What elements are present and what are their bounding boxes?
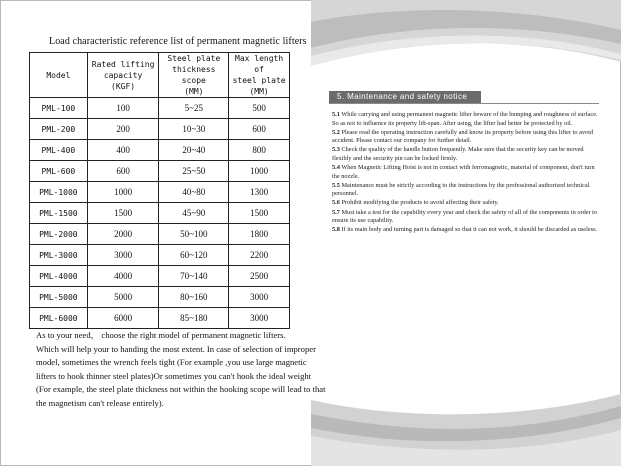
table-row	[30, 245, 290, 266]
model-cell: PML-600	[30, 161, 88, 182]
note-line: model, sometimes the wrench feels tight (For example ,you use large magnetic	[36, 357, 307, 367]
capacity-cell: 600	[87, 161, 159, 182]
model-cell: PML-1000	[30, 182, 88, 203]
item-text: Maintenance must be strictly according to the instructions by the professional authorized technical personnel.	[332, 181, 590, 198]
note-line: the magnetism can't release entirely).	[36, 397, 164, 408]
bottom-swoosh-decoration	[311, 376, 621, 466]
thickness-cell: 20~40	[159, 140, 229, 161]
note-line: (For example, the steel plate thickness not within the hooking scope will lead to that	[36, 384, 326, 394]
item-text: Must take a test for the capability every year and check the safety of all of the components in order to ensure its use capability.	[332, 208, 598, 225]
item-text: If its main body and turning part is damaged so that it can not work, it should be discarded as useless.	[341, 226, 598, 234]
header-line: thickness scope	[172, 65, 216, 85]
item-text: Prohibit modifying the products to avoid affecting their safety.	[341, 199, 499, 207]
header-line: (MM)	[249, 87, 269, 96]
item-text: Check the quality of the handle button frequently. Make sure that the security key can be moved flexibly and the security pin can be locked firmly.	[332, 146, 584, 162]
load-table	[29, 52, 290, 329]
table-title: Load characteristic reference list of permanent magnetic lifters	[49, 36, 307, 47]
capacity-cell: 2000	[87, 224, 159, 245]
model-cell: PML-6000	[30, 308, 88, 329]
thickness-cell: 45~90	[159, 203, 229, 224]
table-row	[30, 308, 290, 329]
table-row	[30, 266, 290, 287]
maintenance-item	[332, 146, 602, 163]
item-number: 5.2	[332, 128, 340, 136]
max-length-cell: 2200	[229, 245, 290, 266]
maintenance-item	[332, 164, 602, 181]
max-length-cell: 1800	[229, 224, 290, 245]
capacity-cell: 3000	[87, 245, 159, 266]
table-row	[30, 224, 290, 245]
header-line: steel plate	[232, 76, 286, 85]
table-row	[30, 182, 290, 203]
thickness-cell: 60~120	[159, 245, 229, 266]
model-cell: PML-5000	[30, 287, 88, 308]
max-length-cell: 3000	[229, 287, 290, 308]
table-body	[30, 98, 290, 329]
capacity-cell: 6000	[87, 308, 159, 329]
thickness-cell: 10~30	[159, 119, 229, 140]
model-cell: PML-100	[30, 98, 88, 119]
maintenance-item	[332, 226, 602, 235]
thickness-cell: 85~180	[159, 308, 229, 329]
table-row	[30, 140, 290, 161]
note-line: As to your need， choose the right model of permanent magnetic lifters.	[36, 330, 286, 340]
header-line: capacity	[103, 70, 143, 80]
maintenance-item	[332, 199, 602, 208]
item-number: 5.5	[332, 181, 340, 189]
model-cell: PML-2000	[30, 224, 88, 245]
maintenance-item	[332, 209, 602, 226]
item-number: 5.6	[332, 199, 340, 207]
thickness-cell: 80~160	[159, 287, 229, 308]
table-header-cell	[229, 53, 290, 98]
item-number: 5.3	[332, 146, 340, 154]
model-cell: PML-4000	[30, 266, 88, 287]
header-line: Rated lifting	[91, 59, 155, 69]
item-number: 5.4	[332, 164, 340, 172]
table-row	[30, 98, 290, 119]
max-length-cell: 1000	[229, 161, 290, 182]
section-rule	[329, 103, 599, 104]
max-length-cell: 600	[229, 119, 290, 140]
thickness-cell: 25~50	[159, 161, 229, 182]
section-title: 5. Maintenance and safety notice	[337, 92, 468, 101]
thickness-cell: 50~100	[159, 224, 229, 245]
max-length-cell: 3000	[229, 308, 290, 329]
max-length-cell: 1500	[229, 203, 290, 224]
capacity-cell: 1500	[87, 203, 159, 224]
table-row	[30, 287, 290, 308]
model-cell: PML-1500	[30, 203, 88, 224]
max-length-cell: 500	[229, 98, 290, 119]
table-header-row	[30, 53, 290, 98]
capacity-cell: 100	[87, 98, 159, 119]
header-line: (KGF)	[111, 81, 136, 91]
note-line: Which will help your to handing the most extent. In case of selection of improper	[36, 343, 316, 354]
header-line: (MM)	[184, 87, 204, 96]
selection-note	[36, 329, 326, 410]
right-page	[311, 0, 621, 466]
thickness-cell: 70~140	[159, 266, 229, 287]
table-header-cell	[30, 53, 88, 98]
capacity-cell: 200	[87, 119, 159, 140]
item-number: 5.1	[332, 111, 340, 118]
header-line: Max length of	[235, 54, 284, 74]
model-cell: PML-200	[30, 119, 88, 140]
capacity-cell: 4000	[87, 266, 159, 287]
item-number: 5.7	[332, 208, 340, 216]
model-cell: PML-3000	[30, 245, 88, 266]
maintenance-item	[332, 111, 602, 128]
table-header-cell	[87, 53, 159, 98]
capacity-cell: 5000	[87, 287, 159, 308]
section-heading	[329, 91, 481, 103]
table-row	[30, 203, 290, 224]
item-number: 5.8	[332, 226, 340, 234]
table-row	[30, 119, 290, 140]
thickness-cell: 40~80	[159, 182, 229, 203]
model-cell: PML-400	[30, 140, 88, 161]
header-line: Steel plate	[167, 54, 221, 63]
max-length-cell: 1300	[229, 182, 290, 203]
max-length-cell: 800	[229, 140, 290, 161]
max-length-cell: 2500	[229, 266, 290, 287]
thickness-cell: 5~25	[159, 98, 229, 119]
capacity-cell: 1000	[87, 182, 159, 203]
maintenance-item	[332, 182, 602, 199]
item-text: When Magnetic Lifting Hoist is not in contact with ferromagnetic, material of component, don't turn the nozzle.	[332, 164, 595, 180]
header-line: Model	[46, 70, 71, 80]
table-header-cell	[159, 53, 229, 98]
table-row	[30, 161, 290, 182]
capacity-cell: 400	[87, 140, 159, 161]
maintenance-items	[332, 111, 602, 235]
item-text: Please read the operating instruction carefully and know its property before using this lifter to avoid accident. Please contact our company for further detail.	[332, 128, 594, 145]
note-line: lifters to hook thinner steel plates)Or sometimes you can't hook the ideal weight	[36, 370, 312, 381]
maintenance-item	[332, 129, 602, 146]
item-text: While carrying and using permanent magnetic lifter beware of the bumping and roughness of surface. So as not to influence its property lift-span. After using, the lifter had better be protected by oil.	[332, 111, 598, 127]
